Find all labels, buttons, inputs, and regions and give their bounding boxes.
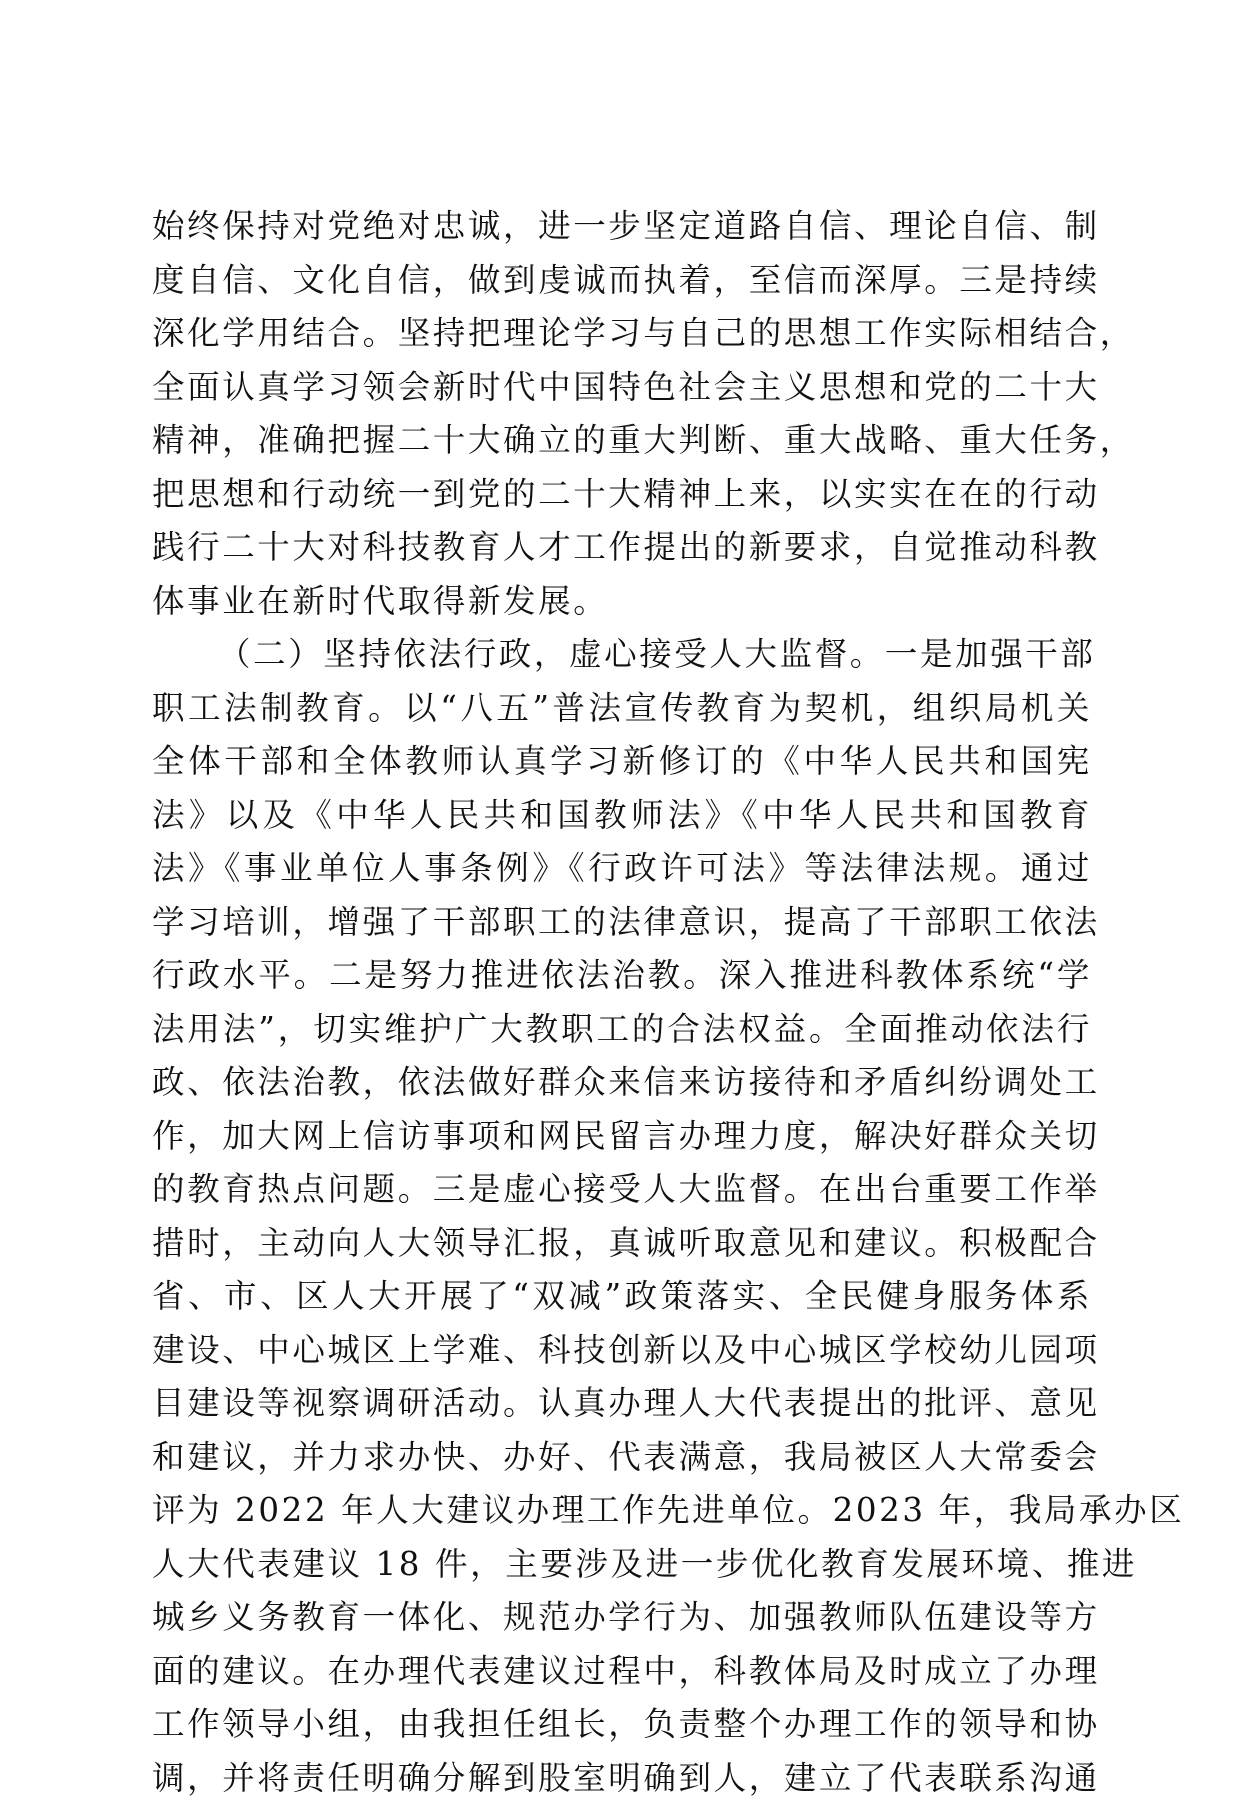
text-line: 工作领导小组，由我担任组长，负责整个办理工作的领导和协: [152, 1698, 1092, 1752]
text-line: 深化学用结合。坚持把理论学习与自己的思想工作实际相结合，: [152, 307, 1092, 361]
body-text: [152, 200, 1092, 1805]
text-line: 学习培训，增强了干部职工的法律意识，提高了干部职工依法: [152, 896, 1092, 950]
text-line: 践行二十大对科技教育人才工作提出的新要求，自觉推动科教: [152, 521, 1092, 575]
text-line: 建设、中心城区上学难、科技创新以及中心城区学校幼儿园项: [152, 1324, 1092, 1378]
text-line: 人大代表建议 18 件，主要涉及进一步优化教育发展环境、推进: [152, 1538, 1092, 1592]
text-line: 作，加大网上信访事项和网民留言办理力度，解决好群众关切: [152, 1110, 1092, 1164]
text-line: 把思想和行动统一到党的二十大精神上来，以实实在在的行动: [152, 468, 1092, 522]
text-line: 精神，准确把握二十大确立的重大判断、重大战略、重大任务，: [152, 414, 1092, 468]
text-line: 目建设等视察调研活动。认真办理人大代表提出的批评、意见: [152, 1377, 1092, 1431]
text-line: 法》《事业单位人事条例》《行政许可法》等法律法规。通过: [152, 842, 1092, 896]
text-line: 和建议，并力求办快、办好、代表满意，我局被区人大常委会: [152, 1431, 1092, 1485]
text-line: 城乡义务教育一体化、规范办学行为、加强教师队伍建设等方: [152, 1591, 1092, 1645]
text-line: 全面认真学习领会新时代中国特色社会主义思想和党的二十大: [152, 361, 1092, 415]
section-heading-line: （二）坚持依法行政，虚心接受人大监督。一是加强干部: [152, 628, 1092, 682]
text-line: 面的建议。在办理代表建议过程中，科教体局及时成立了办理: [152, 1645, 1092, 1699]
text-line: 法用法”，切实维护广大教职工的合法权益。全面推动依法行: [152, 1003, 1092, 1057]
text-line: 措时，主动向人大领导汇报，真诚听取意见和建议。积极配合: [152, 1217, 1092, 1271]
text-line: 度自信、文化自信，做到虔诚而执着，至信而深厚。三是持续: [152, 254, 1092, 308]
text-line: 行政水平。二是努力推进依法治教。深入推进科教体系统“学: [152, 949, 1092, 1003]
text-line: 始终保持对党绝对忠诚，进一步坚定道路自信、理论自信、制: [152, 200, 1092, 254]
text-line: 法》以及《中华人民共和国教师法》《中华人民共和国教育: [152, 789, 1092, 843]
text-line: 的教育热点问题。三是虚心接受人大监督。在出台重要工作举: [152, 1163, 1092, 1217]
text-line: 职工法制教育。以“八五”普法宣传教育为契机，组织局机关: [152, 682, 1092, 736]
text-line: 全体干部和全体教师认真学习新修订的《中华人民共和国宪: [152, 735, 1092, 789]
text-line: 政、依法治教，依法做好群众来信来访接待和矛盾纠纷调处工: [152, 1056, 1092, 1110]
text-line: 体事业在新时代取得新发展。: [152, 575, 1092, 629]
text-line: 评为 2022 年人大建议办理工作先进单位。2023 年，我局承办区: [152, 1484, 1092, 1538]
text-line: 调，并将责任明确分解到股室明确到人，建立了代表联系沟通: [152, 1752, 1092, 1805]
text-line: 省、市、区人大开展了“双减”政策落实、全民健身服务体系: [152, 1270, 1092, 1324]
